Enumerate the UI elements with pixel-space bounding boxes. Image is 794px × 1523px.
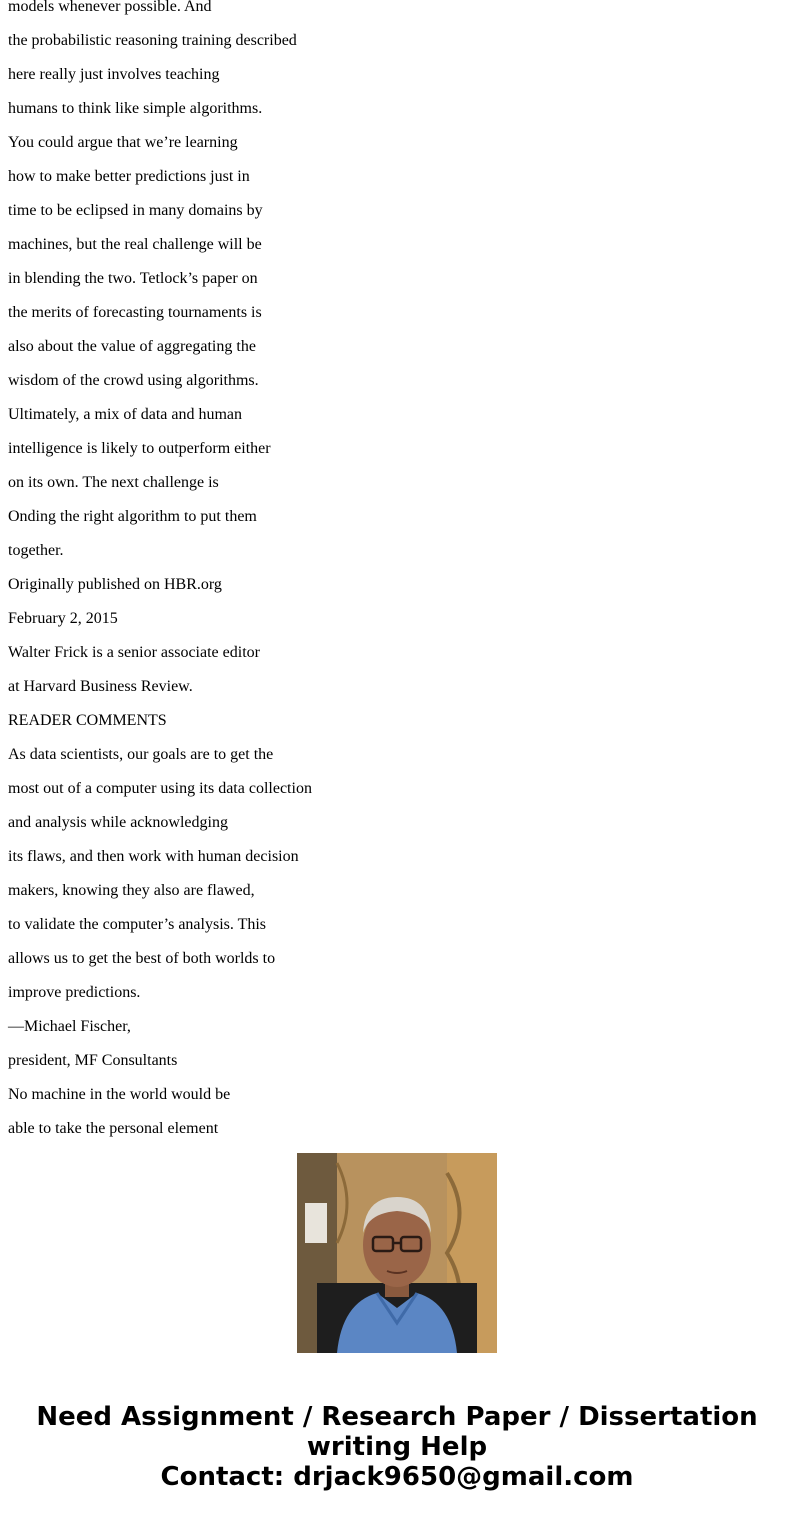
text-line: makers, knowing they also are flawed, — [8, 882, 255, 899]
text-line: You could argue that we’re learning — [8, 134, 238, 151]
text-line: on its own. The next challenge is — [8, 474, 219, 491]
text-line: Onding the right algorithm to put them — [8, 508, 257, 525]
text-line: Originally published on HBR.org — [8, 576, 222, 593]
text-line: the probabilistic reasoning training described — [8, 32, 297, 49]
promo-footer — [0, 1402, 794, 1492]
text-line: president, MF Consultants — [8, 1052, 178, 1069]
text-line: in blending the two. Tetlock’s paper on — [8, 270, 258, 287]
text-line: February 2, 2015 — [8, 610, 118, 627]
text-line: Ultimately, a mix of data and human — [8, 406, 243, 423]
text-line: here really just involves teaching — [8, 66, 220, 83]
text-line: the merits of forecasting tournaments is — [8, 304, 262, 321]
avatar — [297, 1153, 497, 1353]
text-line: machines, but the real challenge will be — [8, 236, 262, 253]
text-line: to validate the computer’s analysis. This — [8, 916, 267, 933]
text-line: together. — [8, 542, 64, 559]
text-line: its flaws, and then work with human decision — [8, 848, 299, 865]
text-line: READER COMMENTS — [8, 712, 167, 729]
text-line: —Michael Fischer, — [8, 1018, 131, 1035]
text-line: improve predictions. — [8, 984, 141, 1001]
text-line: most out of a computer using its data collection — [8, 780, 312, 797]
text-line: Walter Frick is a senior associate editor — [8, 644, 260, 661]
text-line: intelligence is likely to outperform either — [8, 440, 271, 457]
text-line: and analysis while acknowledging — [8, 814, 228, 831]
promo-contact: Contact: drjack9650@gmail.com — [160, 1462, 634, 1492]
text-line: As data scientists, our goals are to get the — [8, 746, 274, 763]
document-text — [8, 0, 708, 1137]
author-photo-icon — [297, 1153, 497, 1353]
text-line: able to take the personal element — [8, 1120, 219, 1137]
promo-line-2: writing Help — [306, 1432, 488, 1462]
text-line: allows us to get the best of both worlds to — [8, 950, 276, 967]
promo-line-1: Need Assignment / Research Paper / Dissertation — [36, 1402, 758, 1432]
text-line: No machine in the world would be — [8, 1086, 231, 1103]
text-line: also about the value of aggregating the — [8, 338, 256, 355]
text-line: humans to think like simple algorithms. — [8, 100, 263, 117]
text-line: at Harvard Business Review. — [8, 678, 193, 695]
text-line: models whenever possible. And — [8, 0, 212, 15]
text-line: wisdom of the crowd using algorithms. — [8, 372, 259, 389]
text-line: how to make better predictions just in — [8, 168, 250, 185]
text-line: time to be eclipsed in many domains by — [8, 202, 263, 219]
